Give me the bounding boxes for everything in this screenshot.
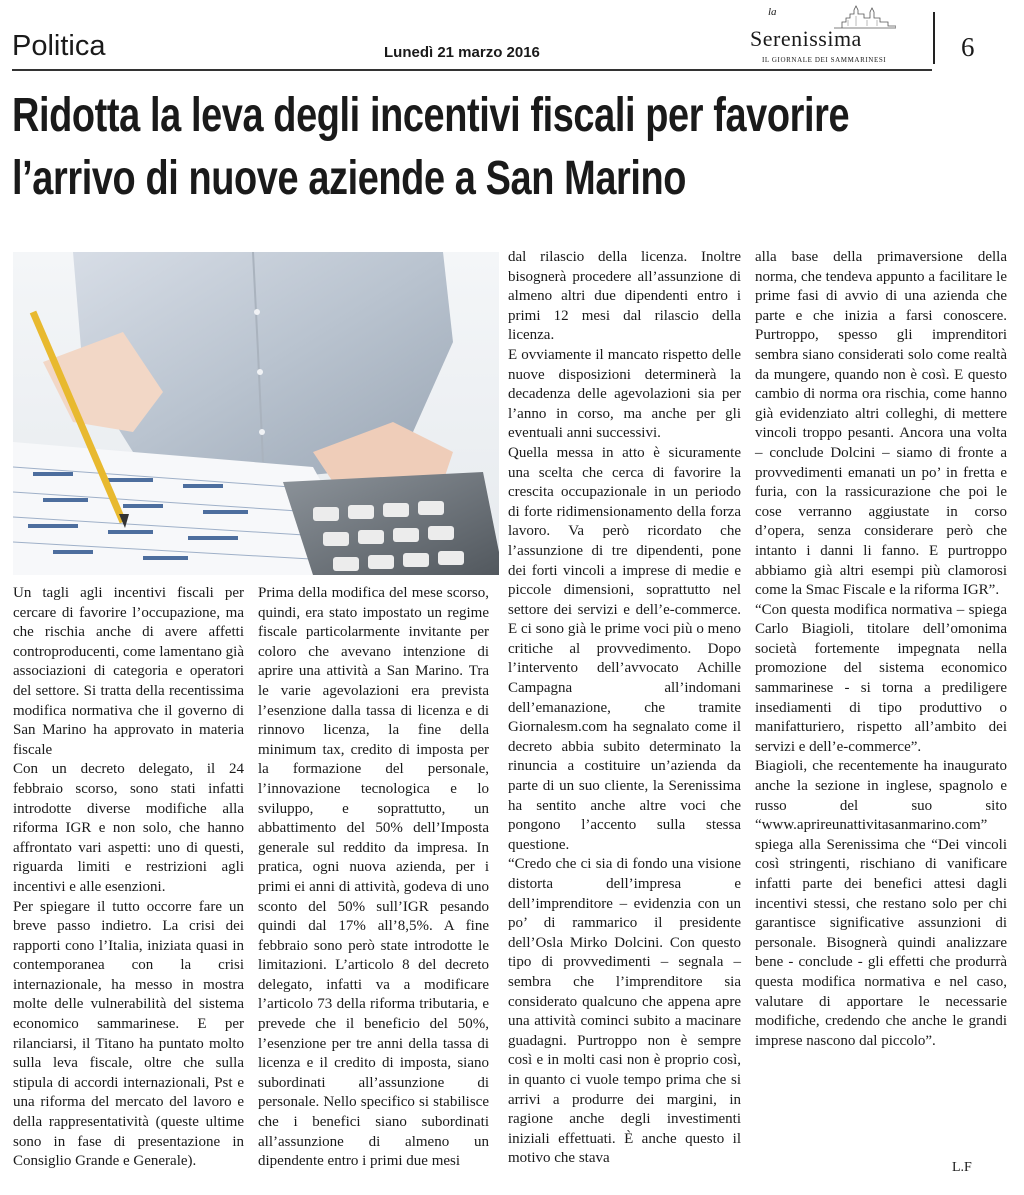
paragraph: alla base della primaversione della norma, che tendeva appunto a facilitare le prime fasi di avvio di una azienda che parte e che inizia a farsi conoscere. Purtroppo, spesso gli imprenditori sembra siano considerati solo come realtà da mungere, quando non è così. E questo cambio di norma ora rischia, come hanno già evidenziato altri colleghi, di mettere vincoli troppo pesanti. Ancora una volta – conclude Dolcini – siamo di fronte a provvedimenti emanati un po’ in fretta e furia, con la rassicurazione che poi le cose verranno aggiustate in corso d’opera, senza considerare però che intanto i danni li fanno. E purtroppo abbiamo già altri esempi più clamorosi come la Smac Fiscale e la riforma IGR”.: [755, 249, 1007, 599]
paragraph: “Credo che ci sia di fondo una visione distorta dell’impresa e dell’imprenditore – evidenzia con un po’ di rammarico il presidente dell’Osla Mirko Dolcini. Con questo tipo di provvedimenti – segnala – sembra che l’imprenditore sia considerato qualcuno che appena apre una attività cominci subito a macinare guadagni. Purtroppo non è sempre così e in molti casi non è proprio così, in quanto ci vuole tempo prima che si arrivi a produrre dei margini, in ragione anche degli investimenti iniziali effettuati. È anche questo il motivo che stava: [508, 856, 741, 1167]
headline-line: l’arrivo di nuove aziende a San Marino: [12, 152, 687, 205]
page-number: 6: [961, 32, 975, 62]
article-headline: [12, 84, 850, 210]
logo-tagline: IL GIORNALE DEI SAMMARINESI: [762, 56, 887, 64]
section-title: Politica: [12, 30, 106, 62]
calculator-photo-icon: [13, 252, 499, 575]
paragraph: E ovviamente il mancato rispetto delle nuove disposizioni determinerà la decadenza delle agevolazioni sia per l’anno in corso, ma anche per gli eventuali anni successivi.: [508, 346, 741, 442]
paragraph: Con un decreto delegato, il 24 febbraio scorso, sono stati infatti introdotte diverse modifiche alla riforma IGR e non solo, che hanno affrontato vari aspetti: uno di questi, riguarda limiti e restrizioni agli incentivi e alle esenzioni.: [13, 761, 244, 895]
author-signature: L.F: [952, 1160, 972, 1175]
article-column-1: [13, 584, 244, 1179]
headline-line: Ridotta la leva degli incentivi fiscali per favorire: [12, 89, 850, 142]
paragraph: Quella messa in atto è sicuramente una scelta che cerca di favorire la crescita occupazionale in un periodo di forte ridimensionamento della forza lavoro. Va però ricordato che l’assunzione di tre dipendenti, pone dei forti vincoli a imprese di medie e piccole dimensioni, soprattutto nel settore dei servizi e dell’e-commerce. E ci sono già le prime voci più o meno critiche al provvedimento. Dopo l’intervento dell’avvocato Achille Campagna all’indomani dell’emanazione, che tramite Giornalesm.com ha segnalato come il decreto abbia subito determinato la rinuncia a costituire un’azienda da parte di un suo cliente, la Serenissima ha sentito anche altre voci che pongono l’accento sulla stessa questione.: [508, 444, 741, 853]
logo-name: Serenissima: [750, 26, 862, 51]
page-header: [0, 0, 1024, 80]
article-photo: [13, 252, 499, 575]
paragraph: dal rilascio della licenza. Inoltre bisognerà procedere all’assunzione di almeno altri due dipendenti entro i primi 12 mesi dal rilascio della licenza.: [508, 249, 741, 344]
logo-la: la: [768, 6, 777, 18]
article-column-3: [508, 248, 741, 1178]
paragraph: “Con questa modifica normativa – spiega Carlo Biagioli, titolare dell’omonima società fortemente impegnata nella promozione del sistema economico sammarinese - si torna a prediligere insediamenti di tipo produttivo o manifatturiero, rispetto all’ambito dei servizi e dell’e-commerce”.: [755, 601, 1007, 755]
paragraph: Prima della modifica del mese scorso, quindi, era stato impostato un regime fiscale particolarmente invitante per coloro che avevano intenzione di aprire una attività a San Marino. Tra le varie agevolazioni era prevista l’esenzione dalla tassa di licenza e di rinnovo licenza, la fine della minimum tax, credito di imposta per la formazione del personale, l’innovazione tecnologica e lo sviluppo, e soprattutto, un abbattimento del 50% dell’Imposta generale sul reddito da impresa. In pratica, ogni nuova azienda, per i primi ei anni di attività, godeva di uno sconto del 50% sull’IGR pesando quindi dal 17% all’8,5%. A fine febbraio sono però state introdotte le limitazioni. L’articolo 8 del decreto delegato, infatti va a modificare l’articolo 73 della riforma tributaria, e prevede che il beneficio del 50%, l’esenzione per tre anni della tassa di licenza e il credito di imposta, siano subordinati all’assunzione di personale. Nello specifico si stabilisce che i benefici siano subordinati all’assunzione di almeno un dipendente entro i primi due mesi: [258, 585, 489, 1170]
newspaper-logo: [748, 4, 898, 68]
paragraph: Un tagli agli incentivi fiscali per cercare di favorire l’occupazione, ma che rischia anche di avere affetti controproducenti, come lamentano già associazioni di categoria e operatori del settore. Si tratta della recentissima modifica normativa che il governo di San Marino ha approvato in materia fiscale: [13, 585, 244, 758]
article-column-4: [755, 248, 1007, 1163]
paragraph: Per spiegare il tutto occorre fare un breve passo indietro. La crisi dei rapporti cono l’Italia, iniziata quasi in contemporanea con la crisi internazionale, ha messo in mostra molte delle vulnerabilità del sistema economico sammarinese. E per rilanciarsi, il Titano ha puntato molto sulla leva fiscale, oltre che sulla stipula di accordi internazionali, Pst e una riforma del mercato del lavoro e della rappresentatività (queste ultime sono in fase di presentazione in Consiglio Grande e Generale).: [13, 898, 244, 1170]
paragraph: Biagioli, che recentemente ha inaugurato anche la sezione in inglese, spagnolo e russo del suo sito “www.aprireunattivitasanmarino.com” spiega alla Serenissima che “Dei vincoli così stringenti, rischiano di vanificare infatti parte dei benefici attesi dagli incentivi stessi, che restano solo per chi garantisce significative assunzioni di personale. Bisognerà quindi analizzare bene - conclude - gli effetti che produrrà questa modifica normativa e nel caso, valutare di apportare le necessarie modifiche, credendo che anche le grandi imprese nascono dal piccolo”.: [755, 758, 1007, 1049]
header-divider: [933, 12, 935, 64]
article-column-2: [258, 584, 489, 1179]
issue-date: Lunedì 21 marzo 2016: [384, 44, 540, 61]
header-rule: [12, 69, 932, 71]
